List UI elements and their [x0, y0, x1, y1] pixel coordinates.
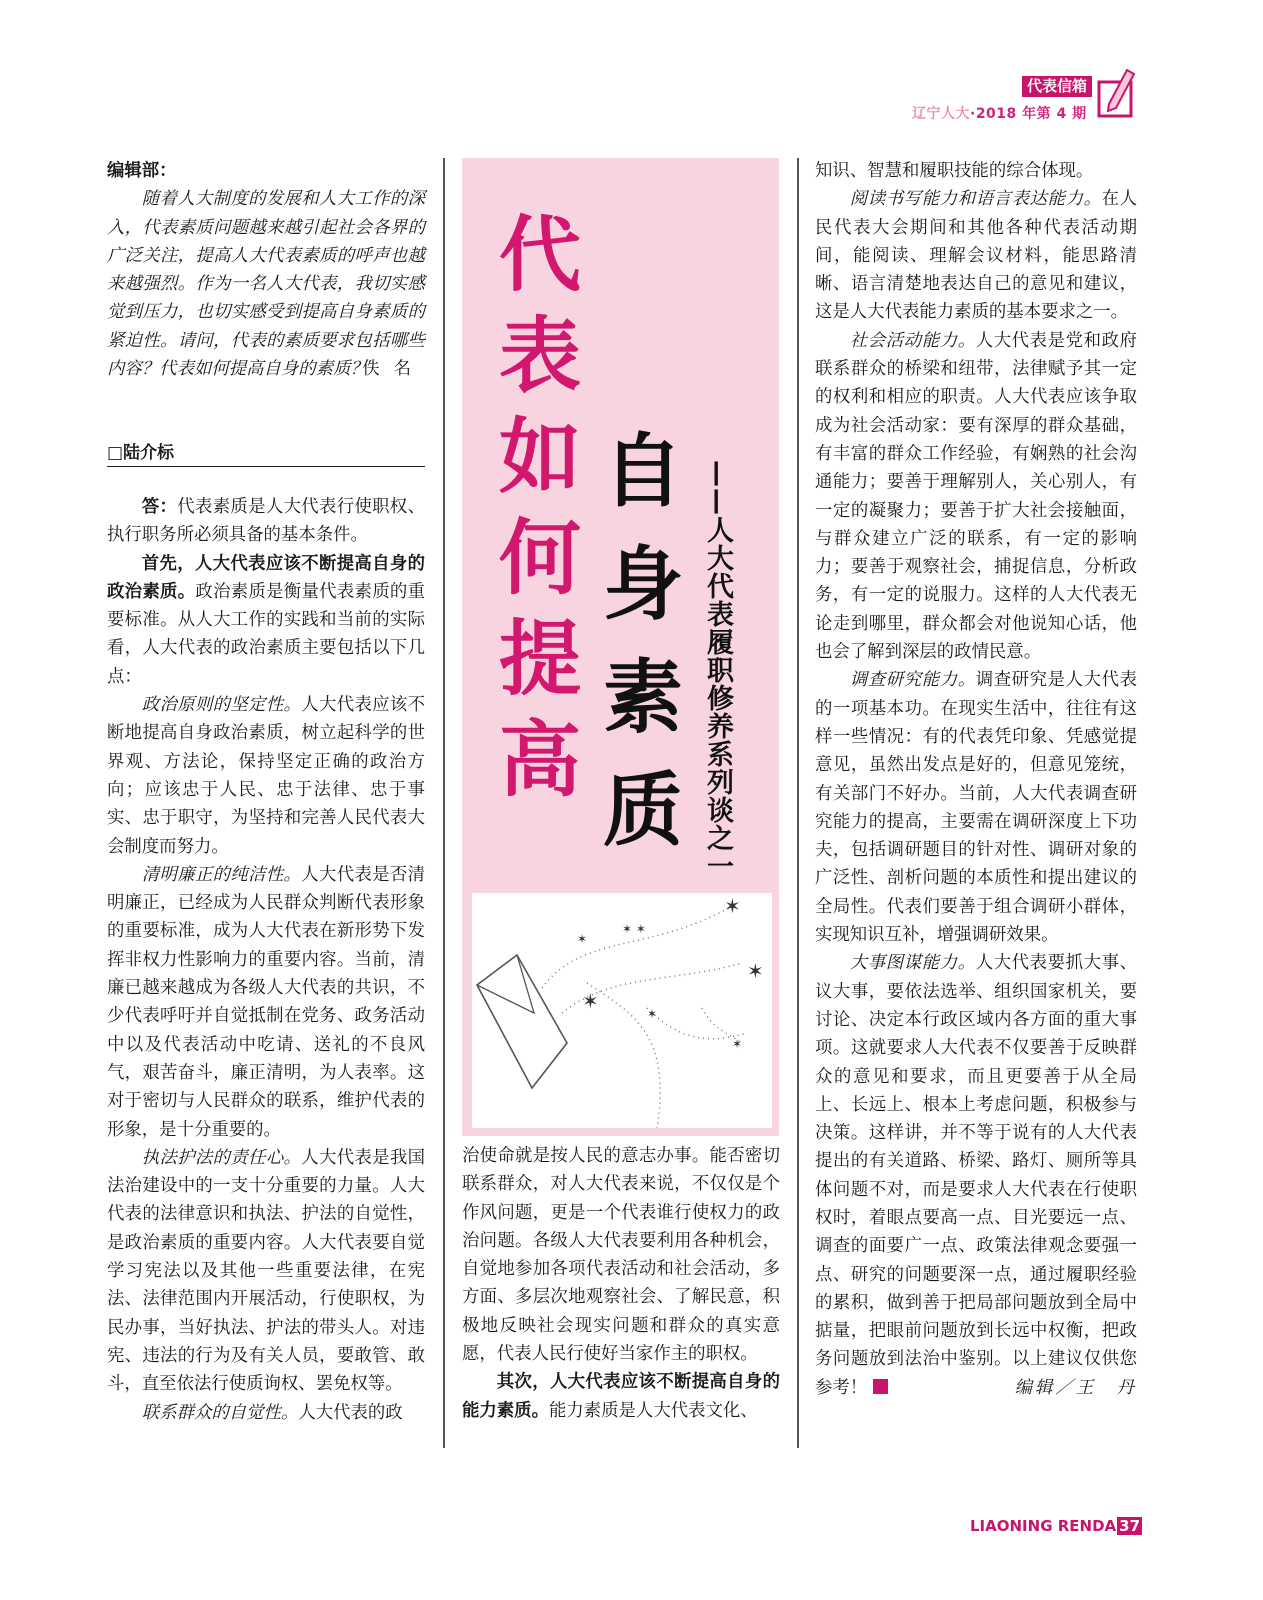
article-author: □陆介标 — [107, 438, 425, 467]
paragraph-text: 代表素质是人大代表行使职权、执行职务所必须具备的基本条件。 — [107, 497, 425, 546]
svg-text:✶ ✶: ✶ ✶ — [622, 922, 646, 936]
svg-text:✶: ✶ — [577, 932, 588, 946]
svg-text:✶: ✶ — [747, 959, 764, 983]
paragraph — [815, 666, 1137, 949]
section-tag: 代表信箱 — [1022, 76, 1092, 97]
editor-credit: 编辑／王 丹 — [1014, 1377, 1137, 1398]
question-signature: 佚名 — [362, 359, 425, 380]
paragraph — [107, 550, 425, 691]
column-divider — [443, 158, 445, 1448]
paragraph-text: 知识、智慧和履职技能的综合体现。 — [815, 161, 1094, 181]
paragraph — [815, 327, 1137, 667]
paragraph-lead: 其次，人大代表应该不断提高自身的能力素质。 — [462, 1372, 780, 1421]
paragraph-text: 人大代表的政 — [298, 1402, 403, 1423]
issue-number: ·2018 年第 4 期 — [970, 106, 1087, 122]
column-divider — [797, 158, 799, 1448]
paragraph — [107, 493, 425, 550]
paragraph-text: 能力素质是人大代表文化、 — [548, 1400, 758, 1421]
illustration-envelope-stars — [472, 893, 772, 1128]
paragraph-lead: 阅读书写能力和语言表达能力。 — [849, 189, 1102, 210]
paragraph-lead: 大事图谋能力。 — [849, 953, 976, 974]
paragraph — [107, 1399, 425, 1427]
paragraph — [107, 691, 425, 861]
pencil-paper-icon — [1097, 64, 1137, 120]
paragraph — [815, 949, 1137, 1402]
column-2 — [462, 1142, 780, 1425]
paragraph-lead: 社会活动能力。 — [849, 330, 976, 351]
reader-question — [107, 157, 425, 383]
paragraph-lead: 清明廉正的纯洁性。 — [141, 864, 302, 885]
issue-line — [912, 103, 1087, 123]
column-1 — [107, 493, 425, 1427]
title-line-2: 自身素质 — [603, 425, 683, 857]
svg-text:✶: ✶ — [724, 894, 741, 918]
paragraph — [815, 157, 1137, 185]
paragraph-lead: 首先，人大代表应该不断提高自身的政治素质。 — [107, 553, 425, 602]
svg-text:✶: ✶ — [647, 1007, 658, 1021]
paragraph-text: 调查研究是人大代表的一项基本功。在现实生活中，往往有这样一些情况：有的代表凭印象、凭感觉提意见，虽然出发点是好的，但意见笼统，有关部门不好办。当前，人大代表调查研究能力的提高，主要需在调研深度上下功夫，包括调研题目的针对性、调研对象的广泛性、剖析问题的本质性和提出建议的全局性。代表们要善于组合调研小群体，实现知识互补，增强调研效果。 — [815, 670, 1137, 946]
paragraph-lead: 执法护法的责任心。 — [141, 1147, 302, 1168]
title-line-1: 代表如何提高 — [498, 208, 581, 808]
paragraph — [107, 1144, 425, 1399]
paragraph-text: 人大代表是我国法治建设中的一支十分重要的力量。人大代表的法律意识和执法、护法的自觉性，是政治素质的重要内容。人大代表要自觉学习宪法以及其他一些重要法律，在宪法、法律范围内开展活动，行使职权，为民办事，当好执法、护法的带头人。对违宪、违法的行为及有关人员，要敢管、敢斗，直至依法行使质询权、罢免权等。 — [107, 1147, 425, 1395]
paragraph — [462, 1142, 780, 1368]
paragraph-lead: 政治原则的坚定性。 — [141, 695, 302, 716]
end-mark-icon — [873, 1379, 888, 1394]
footer-magazine: LIAONING RENDA — [970, 1517, 1117, 1535]
paragraph-text: 政治素质是衡量代表素质的重要标准。从人大工作的实践和当前的实际看，人大代表的政治素质主要包括以下几点： — [107, 581, 425, 687]
svg-text:✶: ✶ — [732, 1037, 743, 1051]
svg-text:✶: ✶ — [582, 989, 599, 1013]
page-number: 37 — [1119, 1517, 1141, 1535]
paragraph-text: 人大代表是否清明廉正，已经成为人民群众判断代表形象的重要标准，成为人大代表在新形势下发挥非权力性影响力的重要内容。当前，清廉已越来越成为各级人大代表的共识，不少代表呼吁并自觉抵制在党务、政务活动中以及代表活动中吃请、送礼的不良风气，艰苦奋斗，廉正清明，为人表率。这对于密切与人民群众的联系，维护代表的形象，是十分重要的。 — [107, 864, 425, 1140]
page-footer — [970, 1517, 1142, 1535]
paragraph — [462, 1368, 780, 1425]
paragraph — [815, 185, 1137, 326]
paragraph-text: 人大代表是党和政府联系群众的桥梁和纽带，法律赋予其一定的权利和相应的职责。人大代表应该争取成为社会活动家：要有深厚的群众基础，有丰富的群众工作经验，有娴熟的社会沟通能力；要善于理解别人，关心别人，有一定的凝聚力；要善于扩大社会接触面，与群众建立广泛的联系，有一定的影响力；要善于观察社会，捕捉信息，分析政务，有一定的说服力。这样的人大代表无论走到哪里，群众都会对他说知心话，他也会了解到深层的政情民意。 — [815, 330, 1137, 663]
column-3 — [815, 157, 1137, 1402]
question-salutation: 编辑部： — [107, 161, 177, 181]
paragraph-lead: 答： — [141, 497, 178, 517]
paragraph-text: 在人民代表大会期间和其他各种代表活动期间，能阅读、理解会议材料，能思路清晰、语言清楚地表达自己的意见和建议，这是人大代表能力素质的基本要求之一。 — [815, 189, 1137, 323]
magazine-name: 辽宁人大 — [912, 106, 970, 122]
paragraph-lead: 调查研究能力。 — [849, 670, 976, 691]
subtitle: ——人大代表履职修养系列谈之一 — [702, 460, 733, 880]
question-text: 随着人大制度的发展和人大工作的深入，代表素质问题越来越引起社会各界的广泛关注，提高人大代表素质的呼声也越来越强烈。作为一名人大代表，我切实感觉到压力，也切实感受到提高自身素质的紧迫性。请问，代表的素质要求包括哪些内容？代表如何提高自身的素质？ — [107, 189, 425, 380]
paragraph-lead: 联系群众的自觉性。 — [141, 1402, 299, 1423]
paragraph-text: 人大代表要抓大事、议大事，要依法选举、组织国家机关，要讨论、决定本行政区域内各方面的重大事项。这就要求人大代表不仅要善于反映群众的意见和要求，而且更要善于从全局上、长远上、根本上考虑问题，积极参与决策。这样讲，并不等于说有的人大代表提出的有关道路、桥梁、路灯、厕所等具体问题不对，而是要求人大代表在行使职权时，着眼点要高一点、目光要远一点、调查的面要广一点、政策法律观念要强一点、研究的问题要深一点，通过履职经验的累积，做到善于把局部问题放到全局中掂量，把眼前问题放到长远中权衡，把政务问题放到法治中鉴别。以上建议仅供您参考！ — [815, 953, 1137, 1398]
paragraph-text: 人大代表应该不断地提高自身政治素质，树立起科学的世界观、方法论，保持坚定正确的政治方向；应该忠于人民、忠于法律、忠于事实、忠于职守，为坚持和完善人民代表大会制度而努力。 — [107, 695, 425, 857]
paragraph-text: 治使命就是按人民的意志办事。能否密切联系群众，对人大代表来说，不仅仅是个作风问题，更是一个代表谁行使权力的政治问题。各级人大代表要利用各种机会，自觉地参加各项代表活动和社会活动，多方面、多层次地观察社会、了解民意，积极地反映社会现实问题和群众的真实意愿，代表人民行使好当家作主的职权。 — [462, 1146, 780, 1365]
paragraph — [107, 861, 425, 1144]
